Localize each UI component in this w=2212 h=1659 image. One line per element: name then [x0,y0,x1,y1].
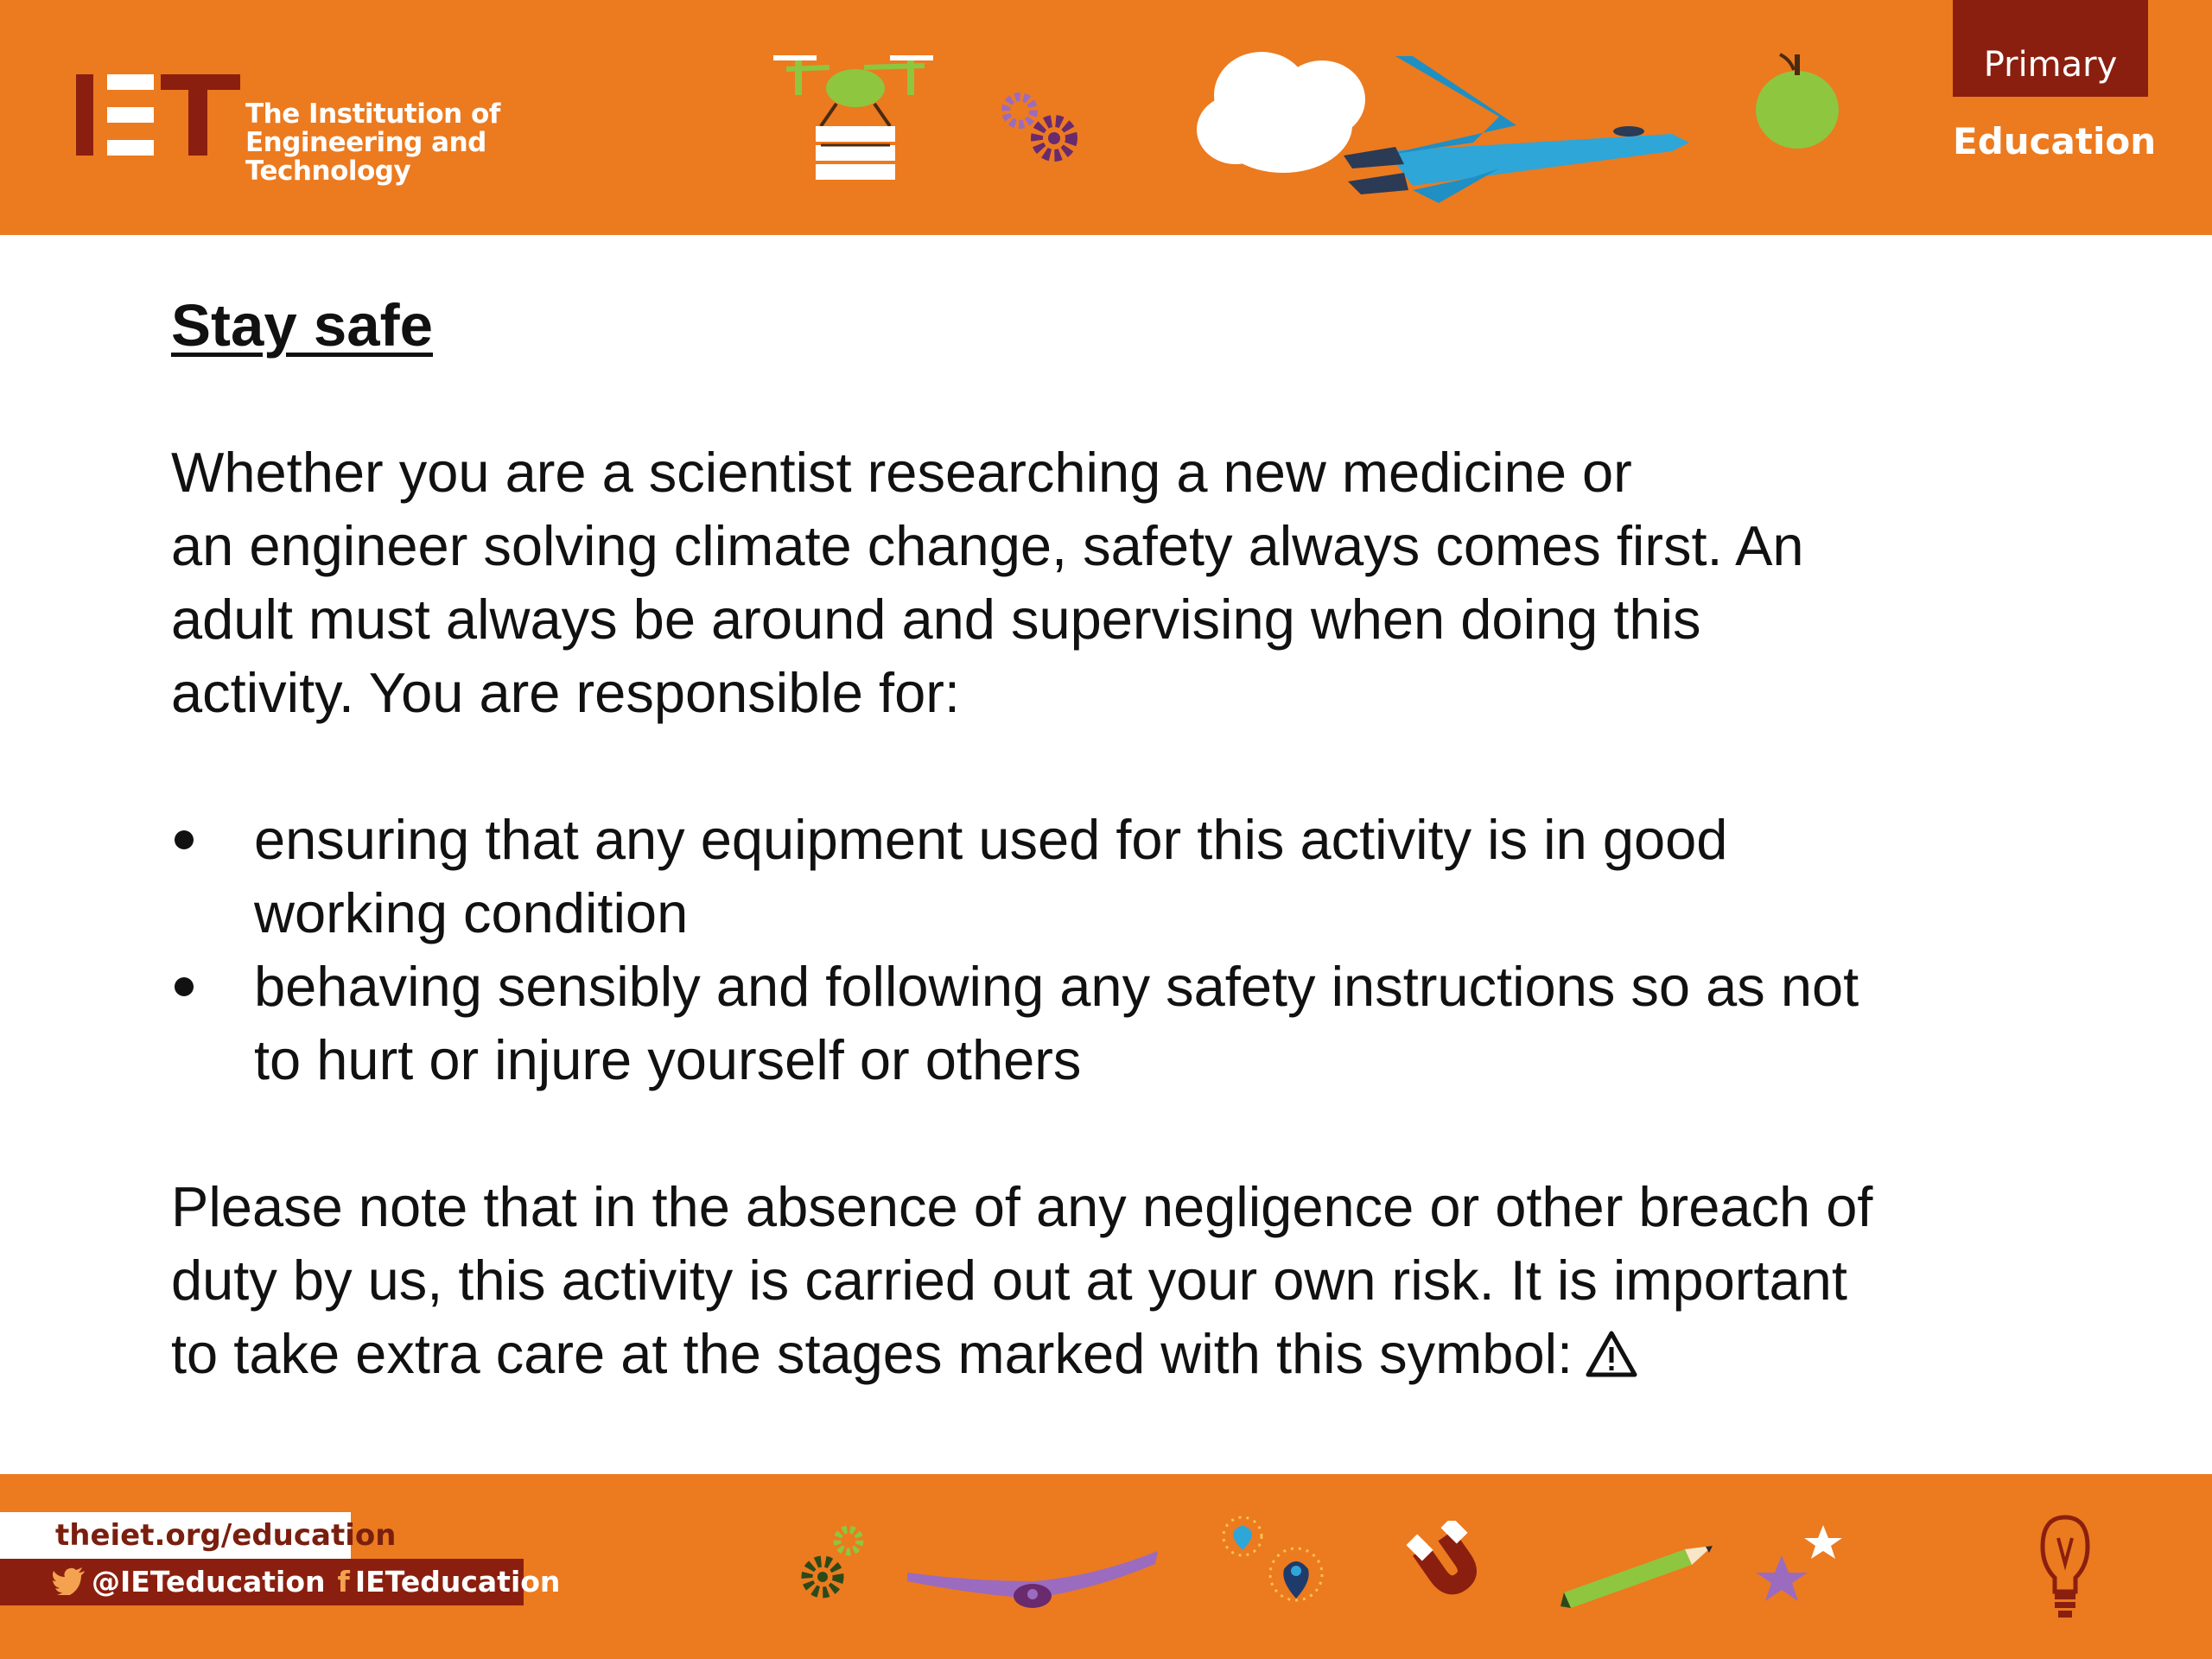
location-pins-icon [1218,1512,1331,1616]
gears-icon [994,86,1089,173]
responsibility-list [171,803,2055,1096]
drone-icon [769,43,942,190]
intro-paragraph [171,435,2055,729]
risk-note-paragraph [171,1170,2055,1390]
twitter-handle[interactable]: @IETeducation [92,1565,326,1599]
pencil-icon [1555,1534,1719,1611]
note-line: to take extra care at the stages marked with this symbol: [171,1322,1573,1385]
note-line: duty by us, this activity is carried out at your own risk. It is important [171,1249,1847,1312]
list-item [171,803,2055,950]
list-item-line: working condition [254,881,689,944]
list-item-line: behaving sensibly and following any safety instructions so as not [254,955,1859,1018]
logo-line-2: Engineering and Technology [245,127,486,187]
cloud-and-shuttle-icon [1188,30,1707,203]
warning-triangle-icon [1585,1330,1638,1378]
logo-line-1: The Institution of [245,99,500,130]
main-content [171,289,2055,1390]
intro-line: adult must always be around and supervising when doing this [171,588,1701,651]
intro-line: Whether you are a scientist researching a new medicine or [171,441,1632,504]
list-item [171,950,2055,1096]
note-line: Please note that in the absence of any negligence or other breach of [171,1175,1873,1238]
primary-label: Primary [1983,45,2118,85]
gears-icon [795,1516,873,1611]
facebook-handle[interactable]: IETeducation [354,1565,561,1599]
social-links [0,1559,561,1605]
iet-logo-mark [76,74,240,157]
glider-plane-icon [903,1534,1162,1620]
education-label: Education [1953,120,2157,162]
page-title: Stay safe [171,292,434,359]
iet-logo[interactable] [76,74,612,187]
facebook-icon[interactable]: f [337,1565,350,1599]
twitter-icon[interactable] [52,1567,86,1595]
list-item-line: to hurt or injure yourself or others [254,1028,1082,1091]
website-link[interactable]: theiet.org/education [0,1512,351,1559]
apple-icon [1745,48,1849,151]
bullet-icon [175,830,194,849]
light-bulb-icon [2031,1512,2100,1624]
list-item-line: ensuring that any equipment used for this activity is in good [254,808,1728,871]
iet-logo-text [245,100,612,186]
intro-line: activity. You are responsible for: [171,661,960,724]
bullet-icon [175,977,194,996]
stars-icon [1754,1521,1849,1607]
intro-line: an engineer solving climate change, safety always comes first. An [171,514,1804,577]
magnet-icon [1400,1521,1495,1607]
